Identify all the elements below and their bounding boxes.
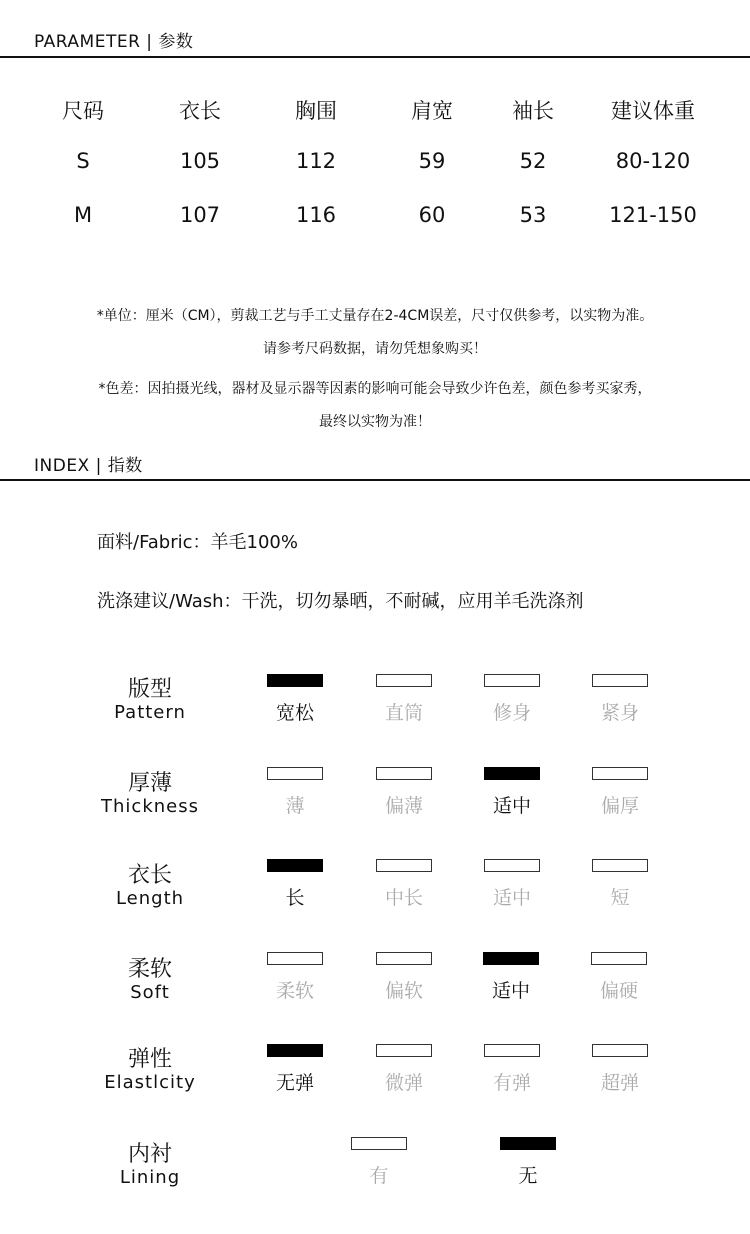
index-heading: INDEX | 指数	[34, 456, 143, 476]
option-bar	[591, 952, 647, 965]
option-bar	[267, 674, 323, 687]
option-label: 偏软	[384, 980, 424, 1002]
index-label-en: Soft	[130, 982, 170, 1003]
table-row	[0, 203, 750, 257]
option-label: 无弹	[275, 1072, 315, 1094]
index-option	[484, 674, 542, 724]
option-bar	[267, 1044, 323, 1057]
index-row-soft	[0, 952, 750, 1042]
index-row-pattern	[0, 672, 750, 762]
option-label: 有	[369, 1165, 389, 1187]
option-label: 柔软	[275, 980, 315, 1002]
index-label-zh: 弹性	[127, 1047, 173, 1072]
index-option	[484, 767, 542, 817]
color-note: *色差：因拍摄光线，器材及显示器等因素的影响可能会导致少许色差，颜色参考买家秀，	[98, 381, 652, 397]
option-bar	[376, 1044, 432, 1057]
index-option	[376, 767, 434, 817]
option-label: 无	[518, 1165, 538, 1187]
option-bar	[267, 767, 323, 780]
col-sleeve: 袖长	[512, 99, 554, 123]
option-bar	[592, 1044, 648, 1057]
option-bar	[592, 767, 648, 780]
color-note-final: 最终以实物为准！	[319, 414, 431, 430]
index-row-lining	[0, 1137, 750, 1227]
unit-note: *单位：厘米（CM），剪裁工艺与手工丈量存在2-4CM误差，尺寸仅供参考，以实物为准。	[96, 308, 654, 324]
option-label: 适中	[492, 887, 532, 909]
index-option	[592, 1044, 650, 1094]
option-bar	[267, 952, 323, 965]
option-bar	[484, 767, 540, 780]
index-option	[592, 859, 650, 909]
index-row-thickness	[0, 766, 750, 856]
index-option	[267, 952, 325, 1002]
size-table-header	[0, 95, 750, 149]
cell-shoulder: 59	[418, 149, 446, 173]
index-option	[267, 674, 325, 724]
index-label-zh: 内衬	[127, 1142, 173, 1167]
size-advice-note: 请参考尺码数据，请勿凭想象购买！	[263, 341, 487, 357]
cell-shoulder: 60	[418, 203, 446, 227]
option-bar	[376, 674, 432, 687]
option-label: 宽松	[275, 702, 315, 724]
col-length: 衣长	[179, 99, 221, 123]
option-bar	[351, 1137, 407, 1150]
index-option	[484, 859, 542, 909]
index-option	[592, 767, 650, 817]
table-row	[0, 149, 750, 203]
cell-size: S	[76, 149, 90, 173]
option-label: 偏薄	[384, 795, 424, 817]
col-chest: 胸围	[295, 99, 337, 123]
cell-sleeve: 52	[519, 149, 547, 173]
option-bar	[484, 1044, 540, 1057]
option-label: 超弹	[600, 1072, 640, 1094]
index-option	[267, 1044, 325, 1094]
col-size: 尺码	[62, 99, 104, 123]
cell-weight: 80-120	[615, 149, 691, 173]
option-label: 有弹	[492, 1072, 532, 1094]
option-label: 薄	[285, 795, 305, 817]
cell-length: 105	[179, 149, 221, 173]
col-shoulder: 肩宽	[411, 99, 453, 123]
index-label-en: Lining	[119, 1167, 181, 1188]
index-option	[267, 767, 325, 817]
index-option	[484, 1044, 542, 1094]
option-bar	[592, 674, 648, 687]
index-option	[376, 674, 434, 724]
option-bar	[483, 952, 539, 965]
option-label: 直筒	[384, 702, 424, 724]
index-option	[592, 674, 650, 724]
parameter-header	[0, 0, 750, 58]
wash-info: 洗涤建议/Wash：干洗，切勿暴晒，不耐碱，应用羊毛洗涤剂	[97, 591, 584, 612]
index-option	[500, 1137, 558, 1187]
parameter-heading: PARAMETER | 参数	[34, 32, 194, 52]
index-option	[483, 952, 541, 1002]
option-bar	[500, 1137, 556, 1150]
fabric-info: 面料/Fabric：羊毛100%	[97, 532, 298, 553]
index-label-zh: 版型	[127, 677, 173, 702]
option-label: 紧身	[600, 702, 640, 724]
index-option	[267, 859, 325, 909]
index-header	[0, 444, 750, 481]
option-bar	[484, 674, 540, 687]
option-bar	[592, 859, 648, 872]
index-option	[376, 1044, 434, 1094]
cell-chest: 116	[295, 203, 337, 227]
index-row-elasticity	[0, 1042, 750, 1132]
option-label: 短	[610, 887, 630, 909]
cell-sleeve: 53	[519, 203, 547, 227]
index-row-length	[0, 858, 750, 948]
index-label-zh: 衣长	[127, 863, 173, 888]
index-option	[351, 1137, 409, 1187]
index-label-zh: 厚薄	[127, 771, 173, 796]
option-bar	[484, 859, 540, 872]
index-label-zh: 柔软	[127, 957, 173, 982]
option-label: 修身	[492, 702, 532, 724]
col-weight: 建议体重	[611, 99, 695, 123]
index-label-en: Elastlcity	[104, 1072, 196, 1093]
index-label-en: Thickness	[101, 796, 199, 817]
option-label: 偏厚	[600, 795, 640, 817]
index-option	[376, 859, 434, 909]
option-label: 适中	[492, 795, 532, 817]
option-bar	[376, 767, 432, 780]
option-label: 中长	[384, 887, 424, 909]
option-label: 适中	[491, 980, 531, 1002]
cell-length: 107	[179, 203, 221, 227]
cell-weight: 121-150	[609, 203, 697, 227]
size-table	[0, 95, 750, 257]
index-label-en: Pattern	[114, 702, 186, 723]
option-bar	[376, 859, 432, 872]
option-label: 偏硬	[599, 980, 639, 1002]
option-label: 长	[285, 887, 305, 909]
index-option	[591, 952, 649, 1002]
option-bar	[267, 859, 323, 872]
cell-chest: 112	[295, 149, 337, 173]
option-label: 微弹	[384, 1072, 424, 1094]
index-label-en: Length	[115, 888, 185, 909]
index-option	[376, 952, 434, 1002]
option-bar	[376, 952, 432, 965]
cell-size: M	[73, 203, 93, 227]
